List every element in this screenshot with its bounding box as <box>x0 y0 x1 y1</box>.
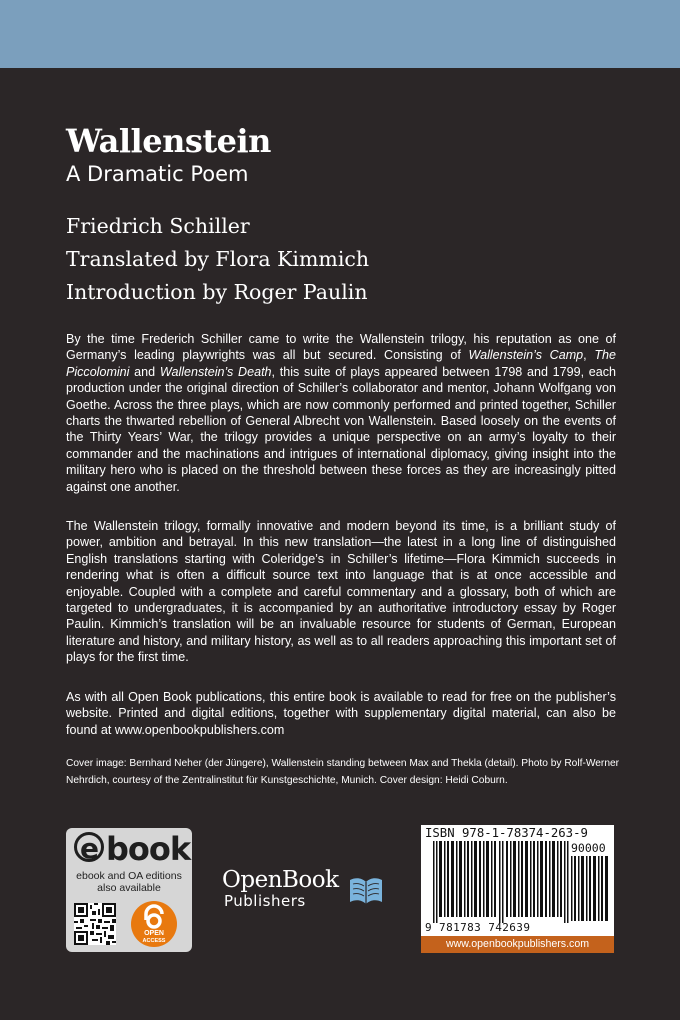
translator-credit: Translated by Flora Kimmich <box>66 247 370 271</box>
oa-label-2: ACCESS <box>142 938 166 944</box>
blurb-paragraph-2: The Wallenstein trilogy, formally innovative and modern beyond its time, is a brilliant study of power, ambition and betrayal. In this new translation—the latest in a long line of distinguished English translations starting with Coleridge’s in Schiller’s lifetime—Flora Kimmich succeeds in rendering what is often a difficult source text into language that is at once accessible and enjoyable. Coupled with a complete and careful commentary and a glossary, both of which are targeted to undergraduates, it is accompanied by an authoritative introductory essay by Roger Paulin. Kimmich’s translation will be an invaluable resource for students of German, European literature and history, and military history, as well as to all readers approaching this important set of plays for the first time. <box>66 519 616 665</box>
open-book-icon <box>347 872 385 908</box>
author-name: Friedrich Schiller <box>66 214 250 238</box>
qr-code-icon <box>74 903 116 945</box>
publisher-logo <box>222 868 339 910</box>
blurb-paragraph-3: As with all Open Book publications, this entire book is available to read for free on the publisher’s website. Printed and digital editions, together with supplementary digital material, can also be found at www.openbookpublishers.com <box>66 690 616 737</box>
barcode-digits: 9 781783 742639 <box>425 921 531 934</box>
book-title: Wallenstein <box>66 122 271 160</box>
isbn-barcode <box>421 825 614 953</box>
ebook-line-1: ebook and OA editions <box>76 870 182 882</box>
ebook-logo: e book <box>74 830 190 868</box>
publisher-subtitle: Publishers <box>224 892 306 910</box>
isbn-text: ISBN 978-1-78374-263-9 <box>425 826 588 840</box>
open-access-icon <box>130 900 178 948</box>
barcode-bars <box>433 841 569 923</box>
ebook-line-2: also available <box>97 882 161 894</box>
book-subtitle: A Dramatic Poem <box>66 162 249 186</box>
blurb-paragraph-1: By the time Frederich Schiller came to write the Wallenstein trilogy, his reputation as one of Germany’s leading playwrights was all but secured. Consisting of Wallenstein’s Camp, The Piccolomini and Wallenstein’s Death, this suite of plays appeared between 1798 and 1799, each production under the original direction of Schiller’s collaborator and mentor, Johann Wolfgang von Goethe. Across the three plays, which are now commonly performed and printed together, Schiller charts the thwarted rebellion of General Albrecht von Wallenstein. Based loosely on the events of the Thirty Years’ War, the trilogy provides a unique perspective on an army’s loyalty to their commander and the machinations and intrigues of international diplomacy, giving insight into the military hero who is placed on the threshold between these forces as they are increasingly pitted against one another. <box>66 332 616 494</box>
ebook-availability-badge <box>66 828 192 952</box>
publisher-url: www.openbookpublishers.com <box>421 936 614 953</box>
oa-label-1: OPEN <box>144 930 164 937</box>
price-code: 90000 <box>571 841 606 855</box>
price-barcode-bars <box>571 856 609 921</box>
publisher-name: OpenBook <box>222 867 339 893</box>
top-color-band <box>0 0 680 68</box>
introduction-credit: Introduction by Roger Paulin <box>66 280 368 304</box>
cover-image-credit: Cover image: Bernhard Neher (der Jüngere), Wallenstein standing between Max and Thekla (detail). Photo by Rolf-Werner Nehrdich, courtesy of the Zentralinstitut für Kunstgeschichte, Munich. Cover design: Heidi Coburn. <box>66 758 620 786</box>
book-credits <box>66 210 369 309</box>
